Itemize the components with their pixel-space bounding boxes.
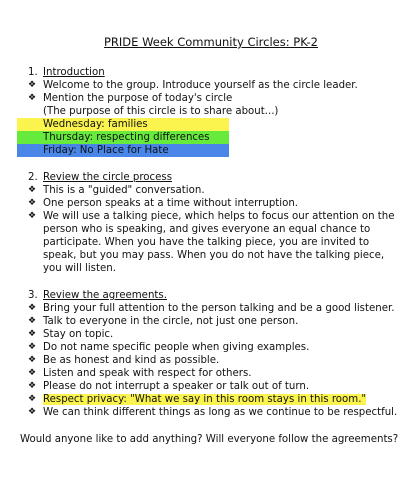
- bullet-icon: ❖: [28, 316, 37, 326]
- section-title: Review the agreements.: [43, 290, 167, 301]
- bullet-icon: ❖: [28, 329, 37, 339]
- bullet-icon: ❖: [28, 394, 37, 404]
- list-item: ❖ Be as honest and kind as possible.: [28, 355, 220, 366]
- bullet-icon: ❖: [28, 303, 37, 313]
- document-title: PRIDE Week Community Circles: PK-2: [103, 35, 319, 49]
- list-item: ❖ Listen and speak with respect for others.: [28, 368, 252, 379]
- list-item: ❖ Please do not interrupt a speaker or talk out of turn.: [28, 381, 310, 392]
- list-item: ❖ We can think different things as long as we continue to be respectful.: [28, 407, 398, 418]
- bullet-icon: ❖: [28, 381, 37, 391]
- bullet-icon: ❖: [28, 407, 37, 417]
- list-item: ❖ Talk to everyone in the circle, not just one person.: [28, 316, 299, 327]
- privacy-agreement: Respect privacy: "What we say in this room stays in this room.": [43, 394, 367, 405]
- list-item-highlighted: [28, 393, 402, 406]
- bullet-icon: ❖: [28, 211, 37, 221]
- list-item: ❖ Do not name specific people when giving examples.: [28, 342, 310, 353]
- list-item: ❖ This is a "guided" conversation.: [28, 185, 205, 196]
- closing-question: Would anyone like to add anything? Will everyone follow the agreements?: [20, 434, 399, 445]
- bullet-icon: ❖: [28, 355, 37, 365]
- day-friday: Friday: No Place for Hate: [17, 144, 229, 157]
- section-title: Introduction: [43, 67, 105, 78]
- bullet-icon: ❖: [28, 93, 37, 103]
- section-heading: [28, 289, 402, 302]
- day-wednesday: Wednesday: families: [17, 118, 229, 131]
- bullet-icon: ❖: [28, 185, 37, 195]
- section-circle-process: [20, 171, 402, 275]
- section-agreements: [20, 289, 402, 419]
- list-item: ❖ We will use a talking piece, which helps to focus our attention on the person who is speaking, and gives everyone an equal chance to participate. When you have the talking piece, you are invited to speak, but you may pass. When you do not have the talking piece, you will listen.: [28, 211, 395, 274]
- list-item: ❖ Stay on topic.: [28, 329, 114, 340]
- bullet-icon: ❖: [28, 368, 37, 378]
- section-number: 2.: [28, 172, 38, 183]
- list-item: ❖ Welcome to the group. Introduce yourself as the circle leader.: [28, 80, 358, 91]
- section-introduction: [20, 66, 402, 157]
- bullet-icon: ❖: [28, 80, 37, 90]
- day-thursday: Thursday: respecting differences: [17, 131, 229, 144]
- bullet-icon: ❖: [28, 198, 37, 208]
- list-item: ❖ Bring your full attention to the person talking and be a good listener.: [28, 303, 395, 314]
- section-heading: [28, 171, 402, 184]
- section-title: Review the circle process: [43, 172, 173, 183]
- list-item: ❖ Mention the purpose of today's circle: [28, 93, 233, 104]
- list-item: ❖ One person speaks at a time without interruption.: [28, 198, 299, 209]
- bullet-icon: ❖: [28, 342, 37, 352]
- section-number: 3.: [28, 290, 38, 301]
- purpose-note: (The purpose of this circle is to share about...): [43, 106, 279, 117]
- section-heading: [28, 66, 402, 79]
- section-number: 1.: [28, 67, 38, 78]
